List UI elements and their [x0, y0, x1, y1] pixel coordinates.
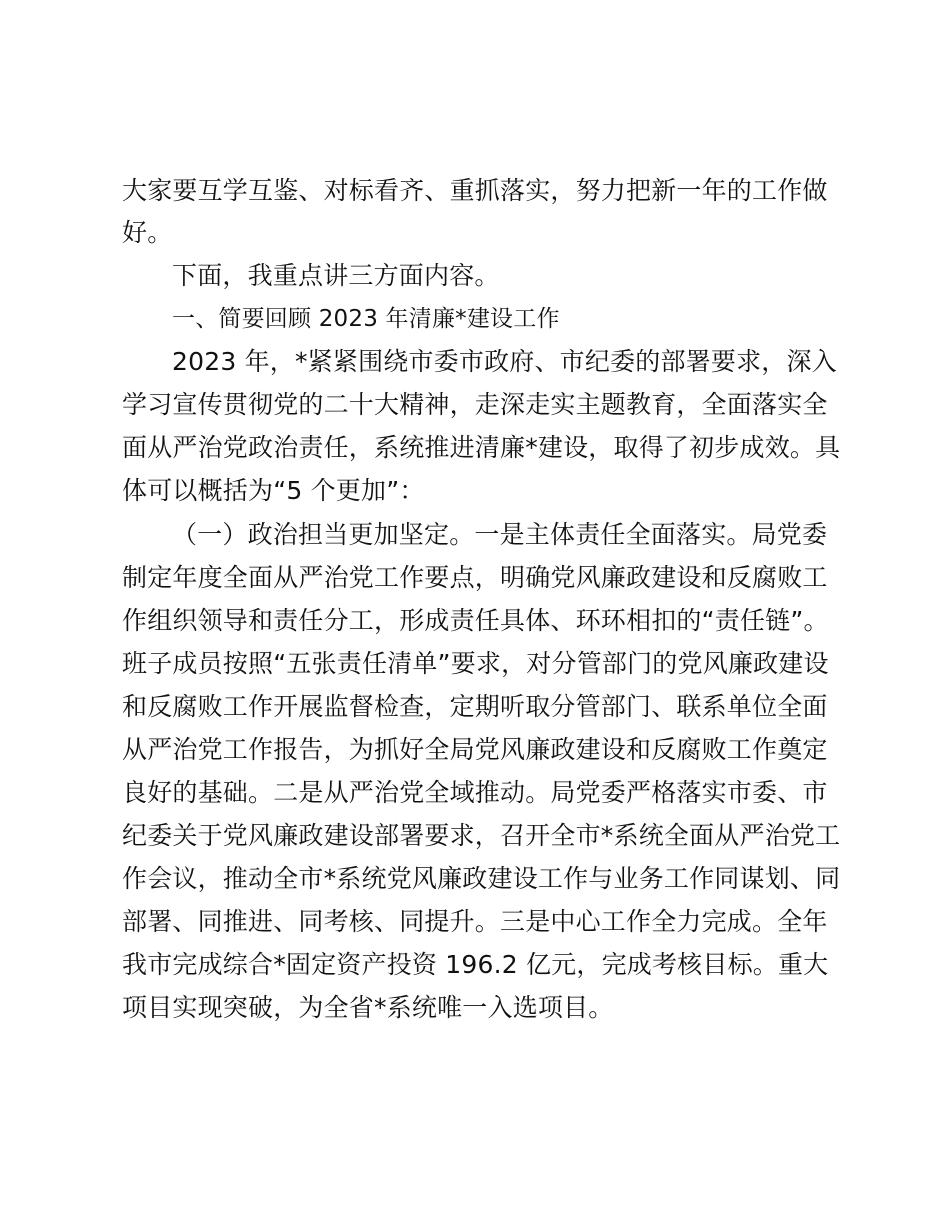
paragraph-line: 制定年度全面从严治党工作要点，明确党风廉政建设和反腐败工 — [122, 563, 828, 592]
paragraph-line: 下面，我重点讲三方面内容。 — [172, 261, 500, 290]
paragraph-line: 作组织领导和责任分工，形成责任具体、环环相扣的“责任链”。 — [122, 606, 829, 635]
paragraph-line: 学习宣传贯彻党的二十大精神，走深走实主题教育，全面落实全 — [122, 390, 828, 419]
paragraph-line: 班子成员按照“五张责任清单”要求，对分管部门的党风廉政建设 — [122, 649, 829, 678]
paragraph-line: 和反腐败工作开展监督检查，定期听取分管部门、联系单位全面 — [122, 692, 828, 721]
paragraph-line: 纪委关于党风廉政建设部署要求，召开全市*系统全面从严治党工 — [122, 821, 841, 850]
paragraph-line: 我市完成综合*固定资产投资 196.2 亿元，完成考核目标。重大 — [122, 950, 829, 979]
paragraph-line: 面从严治党政治责任，系统推进清廉*建设，取得了初步成效。具 — [122, 433, 841, 462]
paragraph-line: 从严治党工作报告，为抓好全局党风廉政建设和反腐败工作奠定 — [122, 735, 828, 764]
paragraph-line: 良好的基础。二是从严治党全域推动。局党委严格落实市委、市 — [122, 778, 828, 807]
paragraph-line: 2023 年，*紧紧围绕市委市政府、市纪委的部署要求，深入 — [172, 347, 837, 376]
subsection-line: （一）政治担当更加坚定。一是主体责任全面落实。局党委 — [172, 520, 828, 549]
paragraph-line: 部署、同推进、同考核、同提升。三是中心工作全力完成。全年 — [122, 907, 828, 936]
paragraph-line: 项目实现突破，为全省*系统唯一入选项目。 — [122, 993, 614, 1022]
paragraph-line: 大家要互学互鉴、对标看齐、重抓落实，努力把新一年的工作做 — [122, 176, 828, 205]
section-heading: 一、简要回顾 2023 年清廉*建设工作 — [172, 306, 560, 332]
paragraph-line: 体可以概括为“5 个更加”： — [122, 476, 425, 505]
paragraph-line: 作会议，推动全市*系统党风廉政建设工作与业务工作同谋划、同 — [122, 864, 841, 893]
paragraph-line: 好。 — [122, 218, 173, 247]
